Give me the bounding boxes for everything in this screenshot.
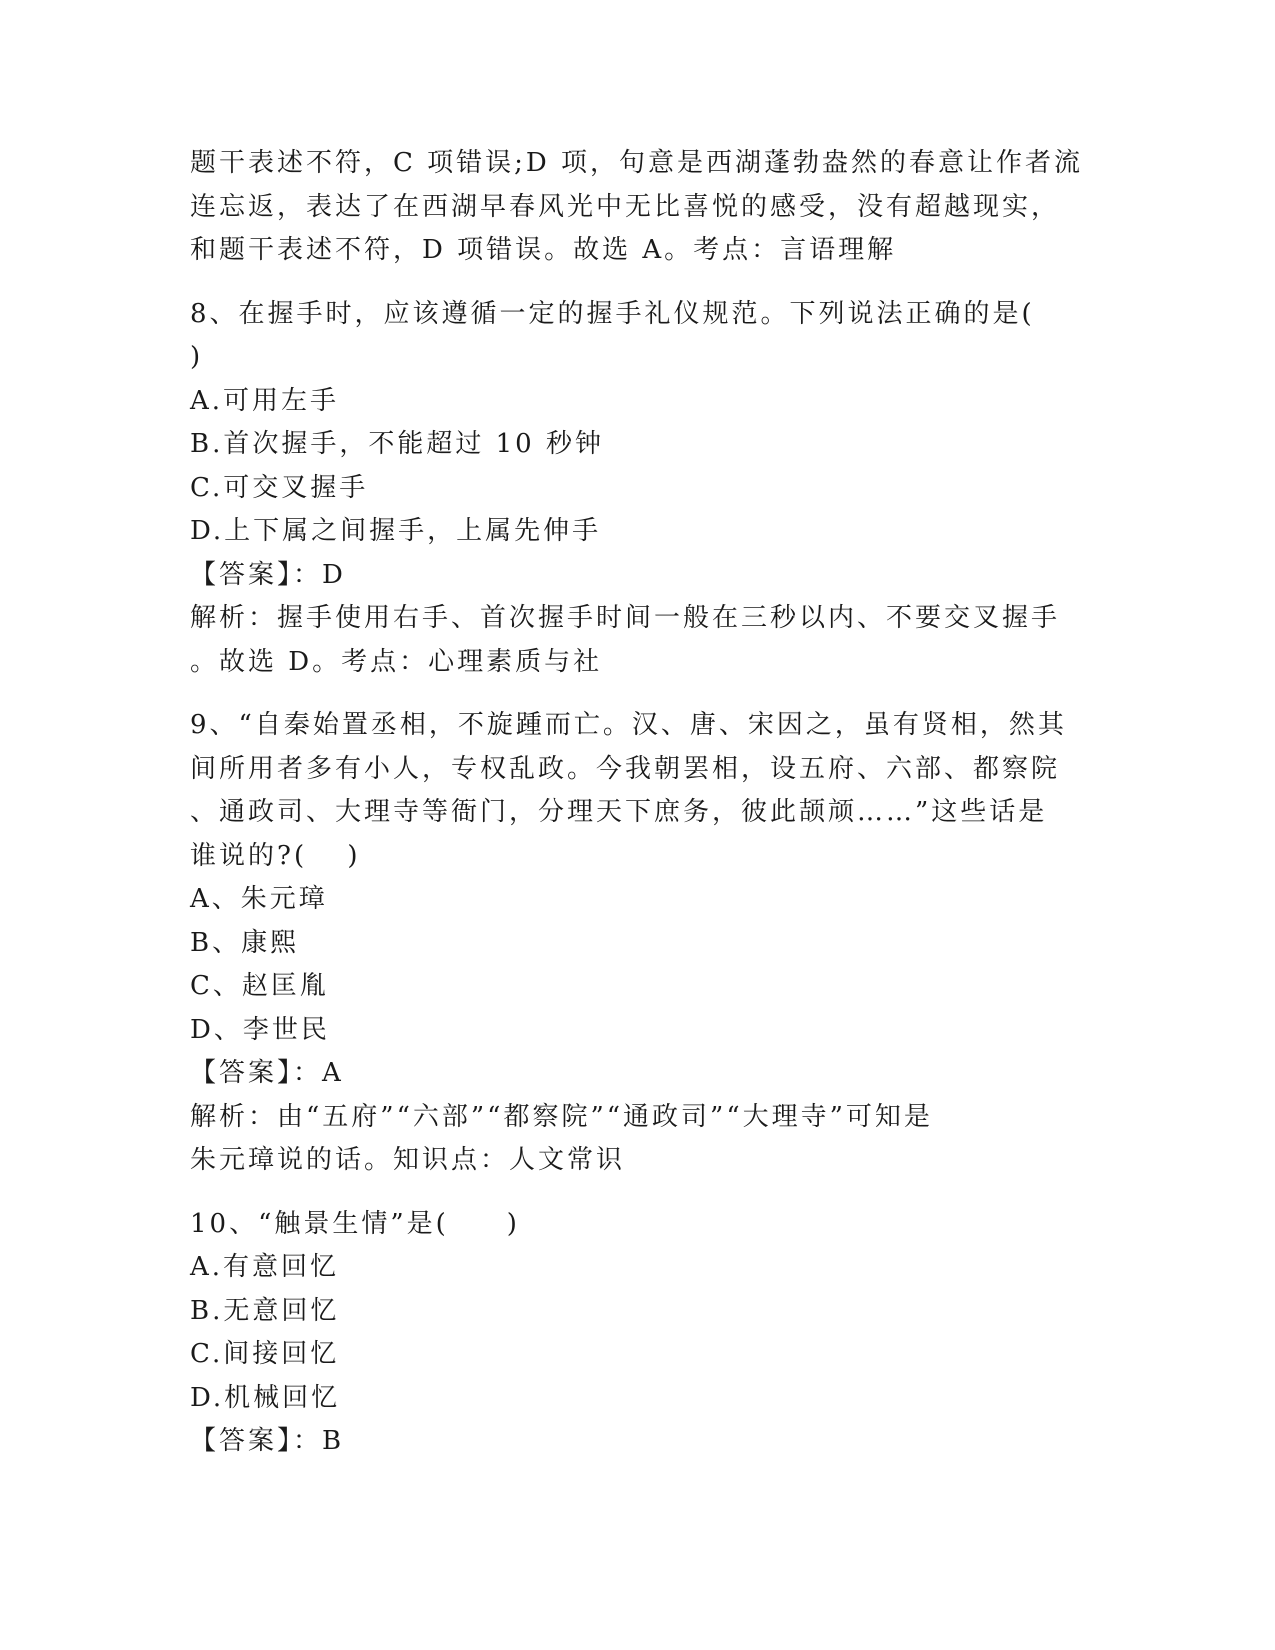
- option-c: C、赵匡胤: [190, 971, 329, 1001]
- previous-analysis: [190, 142, 1090, 273]
- option-a: A.有意回忆: [190, 1252, 340, 1282]
- question-8: [190, 293, 1090, 685]
- option-d: D.机械回忆: [190, 1382, 341, 1413]
- question-stem: 9、“自秦始置丞相，不旋踵而亡。汉、唐、宋因之，虽有贤相，然其: [190, 710, 1067, 740]
- option-b: B、康熙: [190, 927, 300, 958]
- option-d: D、李世民: [190, 1014, 330, 1045]
- text-line: 题干表述不符，C 项错误;D 项，句意是西湖蓬勃盎然的春意让作者流: [190, 148, 1084, 178]
- document-page: [190, 142, 1090, 1464]
- analysis: 解析：握手使用右手、首次握手时间一般在三秒以内、不要交叉握手: [190, 603, 1061, 633]
- option-a: A.可用左手: [190, 385, 340, 416]
- text-line: 和题干表述不符，D 项错误。故选 A。考点：言语理解: [190, 235, 897, 265]
- option-c: C.可交叉握手: [190, 472, 369, 503]
- analysis: 朱元璋说的话。知识点：人文常识: [190, 1145, 626, 1175]
- option-b: B.无意回忆: [190, 1295, 340, 1326]
- option-c: C.间接回忆: [190, 1339, 340, 1369]
- question-stem: 8、在握手时，应该遵循一定的握手礼仪规范。下列说法正确的是(: [190, 298, 1035, 329]
- question-10: [190, 1203, 1090, 1464]
- analysis: 。故选 D。考点：心理素质与社: [190, 646, 603, 677]
- option-d: D.上下属之间握手，上属先伸手: [190, 516, 602, 546]
- analysis: 解析：由“五府”“六部”“都察院”“通政司”“大理寺”可知是: [190, 1101, 933, 1132]
- answer: 【答案】：A: [190, 1058, 344, 1088]
- answer: 【答案】：B: [190, 1426, 345, 1456]
- question-stem: 10、“触景生情”是( ): [190, 1208, 520, 1239]
- question-stem: ): [190, 342, 204, 372]
- question-stem: 、通政司、大理寺等衙门，分理天下庶务，彼此颉颃……”这些话是: [190, 797, 1048, 827]
- question-9: [190, 704, 1090, 1183]
- question-stem: 间所用者多有小人，专权乱政。今我朝罢相，设五府、六部、都察院: [190, 753, 1061, 784]
- answer: 【答案】：D: [190, 559, 346, 590]
- option-b: B.首次握手，不能超过 10 秒钟: [190, 429, 604, 459]
- text-line: 连忘返，表达了在西湖早春风光中无比喜悦的感受，没有超越现实，: [190, 191, 1061, 222]
- question-stem: 谁说的?( ): [190, 840, 361, 871]
- option-a: A、朱元璋: [190, 884, 328, 914]
